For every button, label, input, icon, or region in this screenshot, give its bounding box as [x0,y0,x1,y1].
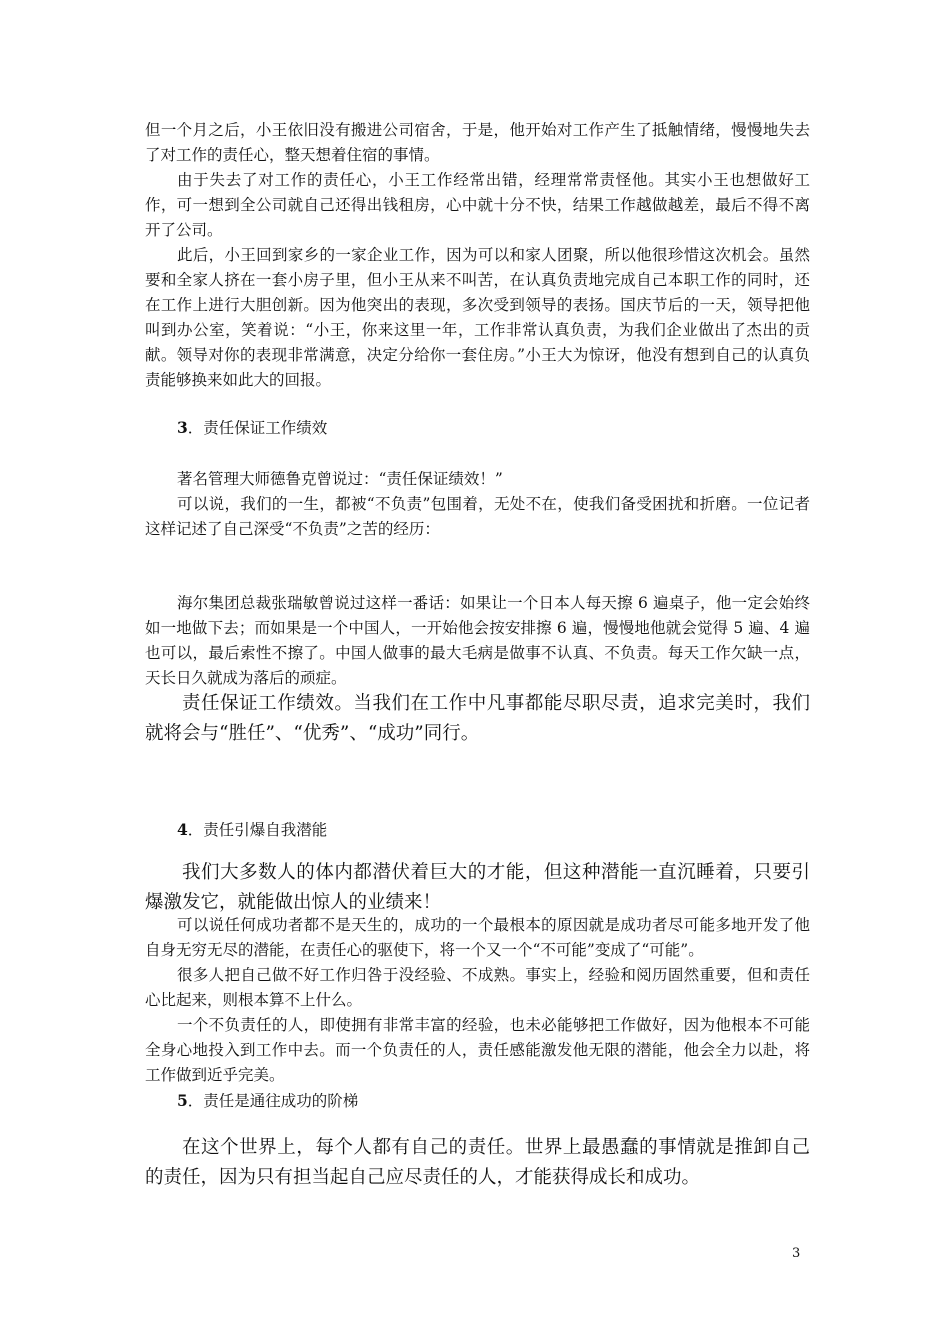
paragraph-own-responsibility: 在这个世界上，每个人都有自己的责任。世界上最愚蠢的事情就是推卸自己的责任，因为只有担当起自己应尽责任的人，才能获得成长和成功。 [145,1137,810,1188]
paragraph-successful-people: 可以说任何成功者都不是天生的，成功的一个最根本的原因就是成功者尽可能多地开发了他自身无穷无尽的潜能，在责任心的驱使下，将一个又一个“不可能”变成了“可能”。 [145,916,810,959]
section-number-5: 5 [177,1091,188,1110]
paragraph-rent-dispute: 但一个月之后，小王依旧没有搬进公司宿舍，于是，他开始对工作产生了抵触情绪，慢慢地失去了对工作的责任心，整天想着住宿的事情。 [145,121,810,164]
paragraph-responsibility-performance: 责任保证工作绩效。当我们在工作中凡事都能尽职尽责，追求完美时，我们就将会与“胜任”、“优秀”、“成功”同行。 [145,693,810,744]
paragraph-hidden-potential: 我们大多数人的体内都潜伏着巨大的才能，但这种潜能一直沉睡着，只要引爆激发它，就能做出惊人的业绩来！ [145,862,810,913]
section-heading-5 [177,1088,358,1114]
section-number-4: 4 [177,820,188,839]
section-title-4: ．责任引爆自我潜能 [187,821,328,839]
paragraph-hometown-job: 此后，小王回到家乡的一家企业工作，因为可以和家人团聚，所以他很珍惜这次机会。虽然要和全家人挤在一套小房子里，但小王从来不叫苦，在认真负责地完成自己本职工作的同时，还在工作上进行大胆创新。因为他突出的表现，多次受到领导的表扬。国庆节后的一天，领导把他叫到办公室，笑着说：“小王，你来这里一年，工作非常认真负责，为我们企业做出了杰出的贡献。领导对你的表现非常满意，决定分给你一套住房。”小王大为惊讶，他没有想到自己的认真负责能够换来如此大的回报。 [145,246,810,389]
section-heading-3 [177,415,327,441]
section-heading-4 [177,817,327,843]
section-number-3: 3 [177,418,188,437]
paragraph-irresponsibility: 可以说，我们的一生，都被“不负责”包围着，无处不在，使我们备受困扰和折磨。一位记者这样记述了自己深受“不负责”之苦的经历： [145,495,810,538]
paragraph-drucker-quote: 著名管理大师德鲁克曾说过：“责任保证绩效！” [177,470,503,488]
paragraph-loss-of-responsibility: 由于失去了对工作的责任心，小王工作经常出错，经理常常责怪他。其实小王也想做好工作，可一想到全公司就自己还得出钱租房，心中就十分不快，结果工作越做越差，最后不得不离开了公司。 [145,171,810,239]
section-title-3: ．责任保证工作绩效 [187,419,328,437]
paragraph-experience: 很多人把自己做不好工作归咎于没经验、不成熟。事实上，经验和阅历固然重要，但和责任心比起来，则根本算不上什么。 [145,966,810,1009]
section-title-5: ．责任是通往成功的阶梯 [187,1092,359,1110]
paragraph-haier-quote: 海尔集团总裁张瑞敏曾说过这样一番话：如果让一个日本人每天擦 6 遍桌子，他一定会始终如一地做下去；而如果是一个中国人，一开始他会按安排擦 6 遍，慢慢地他就会觉得 5 遍、4 遍也可以，最后索性不擦了。中国人做事的最大毛病是做事不认真、不负责。每天工作欠缺一点，天长日久就成为落后的顽症。 [145,594,810,687]
page-number: 3 [792,1246,801,1261]
paragraph-responsible-person: 一个不负责任的人，即使拥有非常丰富的经验，也未必能够把工作做好，因为他根本不可能全身心地投入到工作中去。而一个负责任的人，责任感能激发他无限的潜能，他会全力以赴，将工作做到近乎完美。 [145,1016,810,1084]
